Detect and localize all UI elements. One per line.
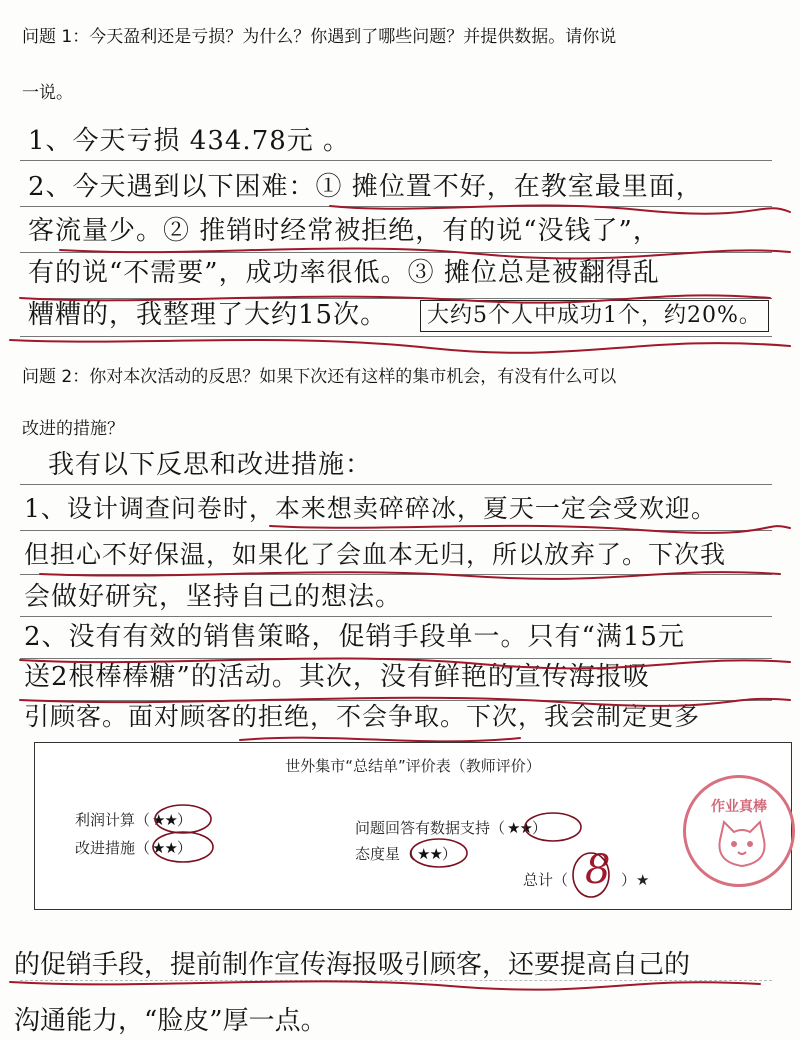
- eval-item-label: 利润计算（: [75, 811, 151, 829]
- answer-1-line-5: 糟糟的，我整理了大约15次。: [28, 300, 388, 330]
- eval-item-label: 态度星（: [355, 845, 416, 863]
- continuation-line-2: 沟通能力，“脸皮”厚一点。: [14, 1006, 327, 1036]
- total-end: ）★: [621, 871, 650, 889]
- eval-item-close: ）: [176, 811, 192, 829]
- answer-1-line-3: 客流量少。② 推销时经常被拒绝，有的说“没钱了”，: [28, 216, 660, 246]
- answer-2-line-5: 2、没有有效的销售策略，促销手段单一。只有“满15元: [24, 622, 685, 652]
- question-1-prompt-line-2: 一说。: [22, 83, 73, 103]
- evaluation-title: 世外集市“总结单”评价表（教师评价）: [285, 757, 541, 775]
- red-underline: [10, 981, 760, 989]
- seal-text: 作业真棒: [711, 799, 767, 815]
- continuation-line-1: 的促销手段，提前制作宣传海报吸引顾客，还要提高自己的: [14, 950, 691, 980]
- answer-2-line-4: 会做好研究，坚持自己的想法。: [24, 582, 403, 612]
- answer-2-line-3: 但担心不好保温，如果化了会血本无归，所以放弃了。下次我: [24, 540, 727, 569]
- answer-1-line-2: 2、今天遇到以下困难：① 摊位置不好，在教室最里面，: [28, 172, 703, 202]
- question-1-prompt-line-1: 问题 1：今天盈利还是亏损？为什么？你遇到了哪些问题？并提供数据。请你说: [22, 27, 617, 47]
- star-rating: ★★: [507, 819, 532, 837]
- eval-item-label: 改进措施（: [75, 839, 151, 857]
- answer-2-line-1: 我有以下反思和改进措施：: [48, 450, 373, 480]
- answer-1-line-4: 有的说“不需要”，成功率很低。③ 摊位总是被翻得乱: [28, 258, 660, 288]
- question-2-prompt-line-2: 改进的措施？: [22, 419, 124, 439]
- question-2-prompt-line-1: 问题 2：你对本次活动的反思？如果下次还有这样的集市机会，有没有什么可以: [22, 367, 617, 387]
- total-score: 8: [585, 847, 611, 893]
- star-rating: ★★: [152, 839, 177, 857]
- answer-2-line-6: 送2根棒棒糖”的活动。其次，没有鲜艳的宣传海报吸: [24, 662, 650, 692]
- answer-2-line-7: 引顾客。面对顾客的拒绝，不会争取。下次，我会制定更多: [24, 702, 701, 731]
- answer-2-line-2: 1、设计调查问卷时，本来想卖碎碎冰，夏天一定会受欢迎。: [24, 494, 717, 523]
- eval-item-close: ）: [441, 845, 457, 863]
- star-rating: ★★: [152, 811, 177, 829]
- eval-item-label: 问题回答有数据支持（: [355, 819, 506, 837]
- total-label: 总计（: [523, 871, 569, 889]
- answer-1-boxed-data: 大约5个人中成功1个，约20%。: [420, 300, 769, 332]
- answer-1-line-1: 1、今天亏损 434.78元 。: [28, 126, 351, 156]
- eval-item-close: ）: [531, 819, 547, 837]
- eval-item-close: ）: [176, 839, 192, 857]
- star-rating: ★★: [417, 845, 442, 863]
